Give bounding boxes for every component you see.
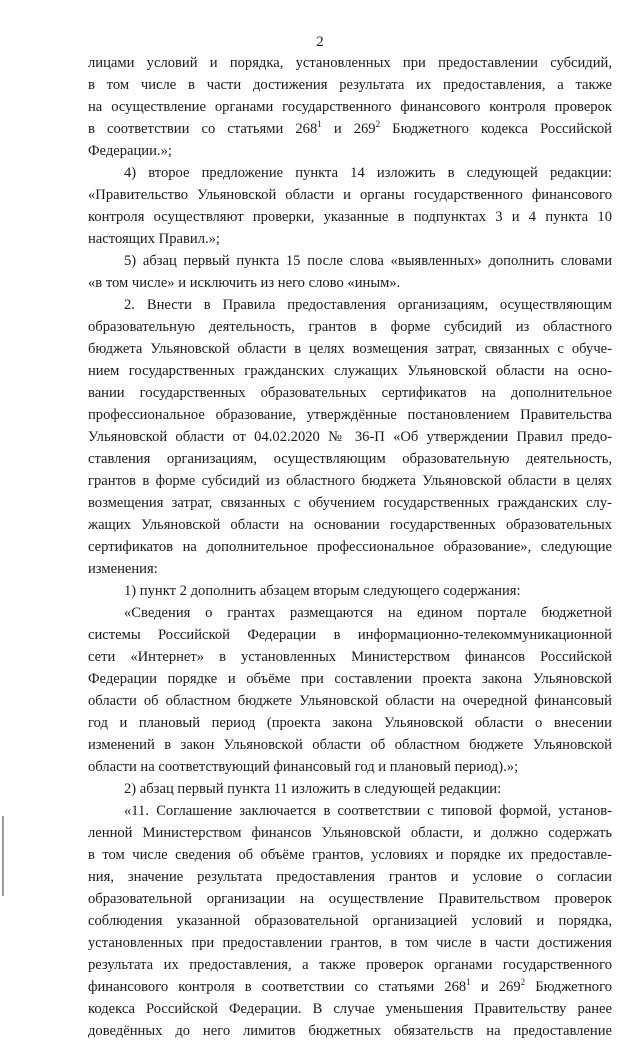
text-line: в том числе сведения об объёме грантов, условиях и порядке их предоставле- (88, 847, 612, 863)
text-line: сети «Интернет» в установленных Министерством финансов Российской (88, 649, 612, 665)
footnote-superscript: 1 (466, 977, 471, 987)
footnote-superscript: 1 (317, 119, 322, 129)
footnote-superscript: 2 (520, 977, 526, 987)
scan-edge-mark (2, 816, 4, 896)
text-line: соблюдения указанной образовательной организацией условий и порядка, (88, 913, 612, 929)
footnote-superscript: 2 (375, 119, 381, 129)
text-line: образовательной организации на осуществление Правительством проверок (88, 891, 612, 907)
text-line: лицами условий и порядка, установленных при предоставлении субсидий, (88, 55, 612, 71)
text-line: 2. Внести в Правила предоставления организациям, осуществляющим (124, 297, 612, 313)
text-line: грантов в форме субсидий из областного бюджета Ульяновской области в целях (88, 473, 612, 489)
text-line: жащих Ульяновской области на основании государственных образовательных (88, 517, 612, 533)
text-line: кодекса Российской Федерации. В случае уменьшения Правительству ранее (88, 1001, 612, 1017)
text-line: возмещения затрат, связанных с обучением государственных гражданских слу- (88, 495, 612, 511)
text-line: 2) абзац первый пункта 11 изложить в следующей редакции: (124, 781, 502, 797)
text-line: ставления организациям, осуществляющим образовательную деятельность, (88, 451, 612, 467)
text-line: области на соответствующий финансовый год и плановый период).»; (88, 759, 519, 775)
text-line: области об областном бюджете Ульяновской области на очередной финансовый (88, 693, 612, 709)
text-line: настоящих Правил.»; (88, 231, 220, 247)
text-line: системы Российской Федерации в информационно-телекоммуникационной (88, 627, 612, 643)
text-line: «Сведения о грантах размещаются на едином портале бюджетной (124, 605, 612, 621)
text-line: нием государственных гражданских служащих Ульяновской области на осно- (88, 363, 612, 379)
text-line: сертификатов на дополнительное профессиональное образование», следующие (88, 539, 612, 555)
text-line: результата их предоставления, а также проверок органами государственного (88, 957, 612, 973)
text-line: профессиональное образование, утверждённые постановлением Правительства (88, 407, 612, 423)
text-line: Ульяновской области от 04.02.2020 № 36-П «Об утверждении Правил предо- (88, 429, 612, 445)
text-line: в том числе в части достижения результата их предоставления, а также (88, 77, 612, 93)
text-line: «в том числе» и исключить из него слово «иным». (88, 275, 401, 291)
text-line: доведённых до него лимитов бюджетных обязательств на предоставление (88, 1023, 612, 1039)
text-line: Федерации порядке и объёме при составлении проекта закона Ульяновской (88, 671, 612, 687)
text-line: на осуществление органами государственного финансового контроля проверок (88, 99, 612, 115)
text-line: ленной Министерством финансов Ульяновской области, и должно содержать (88, 825, 612, 841)
text-line: установленных при предоставлении грантов, в том числе в части достижения (88, 935, 612, 951)
text-line: «Правительство Ульяновской области и органы государственного финансового (88, 187, 612, 203)
document-body (88, 52, 612, 1042)
text-line: «11. Соглашение заключается в соответствии с типовой формой, установ- (124, 803, 612, 819)
text-line: контроля осуществляют проверки, указанные в подпунктах 3 и 4 пункта 10 (88, 209, 612, 225)
text-line: ния, значение результата предоставления грантов и условие о согласии (88, 869, 612, 885)
text-line: образовательную деятельность, грантов в форме субсидий из областного (88, 319, 612, 335)
text-line: 4) второе предложение пункта 14 изложить в следующей редакции: (124, 165, 612, 181)
text-line: год и плановый период (проекта закона Ульяновской области о внесении (88, 715, 612, 731)
text-line: изменения: (88, 561, 158, 577)
text-line: изменений в закон Ульяновской области об областном бюджете Ульяновской (88, 737, 612, 753)
text-line: Федерации.»; (88, 143, 172, 159)
text-line: финансового контроля в соответствии со статьями $268^1$ и $269^2$ Бюджетного (88, 977, 612, 995)
page-number: 2 (316, 34, 324, 50)
text-line: 5) абзац первый пункта 15 после слова «выявленных» дополнить словами (124, 253, 612, 269)
text-line: в соответствии со статьями $268^1$ и $269^2$ Бюджетного кодекса Российской (88, 119, 612, 137)
text-line: 1) пункт 2 дополнить абзацем вторым следующего содержания: (124, 583, 521, 599)
text-line: бюджета Ульяновской области в целях возмещения затрат, связанных с обуче- (88, 341, 612, 357)
text-line: вании государственных образовательных сертификатов на дополнительное (88, 385, 612, 401)
